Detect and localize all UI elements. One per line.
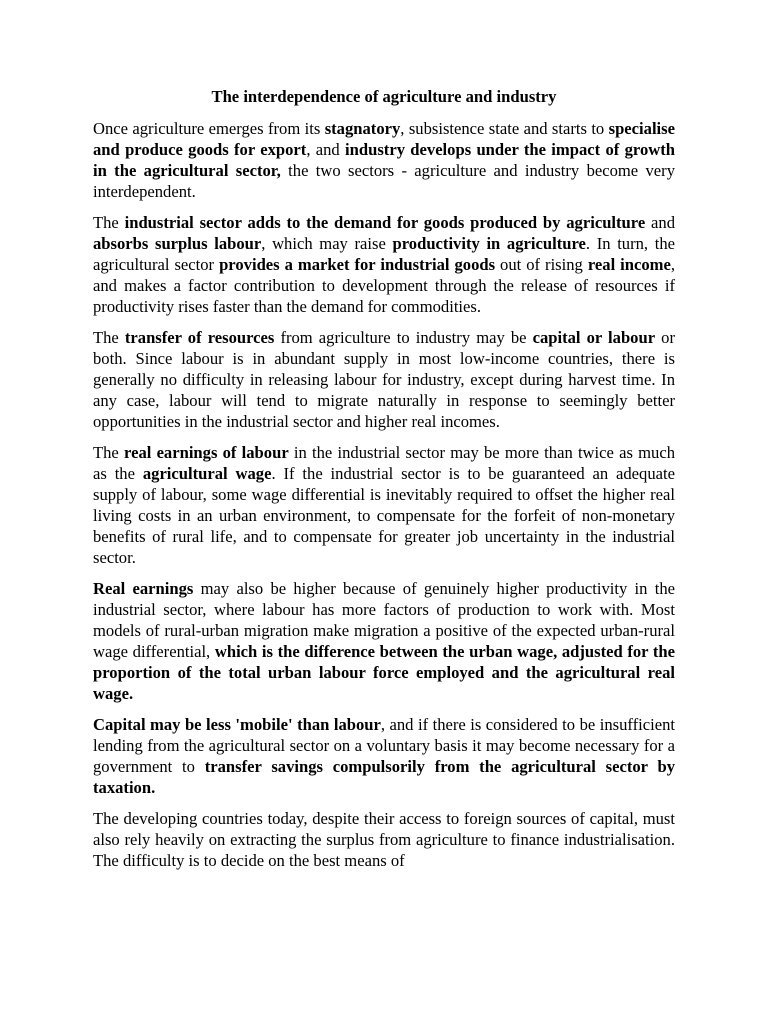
- body-text: , and if there is considered to be insufficient lending from the agricultural sector on a voluntary basis it may become necessary for a government to: [93, 715, 675, 776]
- paragraph-2: [93, 212, 675, 317]
- bold-text: specialise and produce goods for export: [93, 119, 675, 159]
- body-text: , and makes a factor contribution to development through the release of resources if productivity rises faster than the demand for commodities.: [93, 255, 676, 316]
- bold-text: real income: [587, 255, 671, 274]
- bold-text: Capital may be less 'mobile' than labour: [93, 715, 381, 734]
- paragraph-1: [93, 118, 675, 202]
- body-text: from agriculture to industry may be: [274, 328, 533, 347]
- bold-text: which is the difference between the urban wage, adjusted for the proportion of the total urban labour force employed and the agricultural real wage.: [93, 642, 675, 703]
- bold-text: industry develops under the impact of growth in the agricultural sector,: [93, 140, 675, 180]
- bold-text: stagnatory: [324, 119, 401, 138]
- body-text: . If the industrial sector is to be guaranteed an adequate supply of labour, some wage differential is inevitably required to offset the higher real living costs in an urban environment, to compensate for the forfeit of non-monetary benefits of rural life, and to compensate for greater job uncertainty in the industrial sector.: [93, 464, 675, 567]
- body-text: The: [93, 213, 125, 232]
- body-text: out of rising: [495, 255, 588, 274]
- paragraph-7: [93, 808, 675, 871]
- bold-text: provides a market for industrial goods: [219, 255, 496, 274]
- paragraph-3: [93, 327, 675, 432]
- body-text: may also be higher because of genuinely higher productivity in the industrial sector, where labour has more factors of production to work with. Most models of rural-urban migration make migration a positive of the expected urban-rural wage differential,: [93, 579, 675, 661]
- body-text: or both. Since labour is in abundant supply in most low-income countries, there is generally no difficulty in releasing labour for industry, except during harvest time. In any case, labour will tend to migrate naturally in response to seemingly better opportunities in the industrial sector and higher real incomes.: [93, 328, 675, 431]
- paragraph-5: [93, 578, 675, 704]
- body-text: in the industrial sector may be more than twice as much as the: [93, 443, 675, 483]
- body-text: and: [645, 213, 675, 232]
- bold-text: industrial sector adds to the demand for goods produced by agriculture: [124, 213, 646, 232]
- paragraph-4: [93, 442, 675, 568]
- body-text: The developing countries today, despite their access to foreign sources of capital, must also rely heavily on extracting the surplus from agriculture to finance industrialisation. The difficulty is to decide on the best means of: [93, 809, 675, 870]
- body-text: The: [93, 328, 125, 347]
- bold-text: transfer of resources: [124, 328, 275, 347]
- body-text: , and: [306, 140, 346, 159]
- paragraph-6: [93, 714, 675, 798]
- bold-text: productivity in agriculture: [392, 234, 586, 253]
- bold-text: absorbs surplus labour: [93, 234, 262, 253]
- bold-text: Real earnings: [93, 579, 194, 598]
- body-text: The: [93, 443, 125, 462]
- document-page: [93, 86, 675, 881]
- body-text: . In turn, the agricultural sector: [93, 234, 676, 274]
- document-body: [93, 118, 675, 871]
- body-text: , subsistence state and starts to: [400, 119, 609, 138]
- body-text: Once agriculture emerges from its: [93, 119, 325, 138]
- body-text: , which may raise: [261, 234, 393, 253]
- bold-text: agricultural wage: [142, 464, 272, 483]
- bold-text: capital or labour: [532, 328, 656, 347]
- bold-text: real earnings of labour: [124, 443, 289, 462]
- bold-text: transfer savings compulsorily from the agricultural sector by taxation.: [93, 757, 676, 797]
- body-text: the two sectors - agriculture and industry become very interdependent.: [93, 161, 675, 201]
- document-title: The interdependence of agriculture and industry: [211, 87, 557, 106]
